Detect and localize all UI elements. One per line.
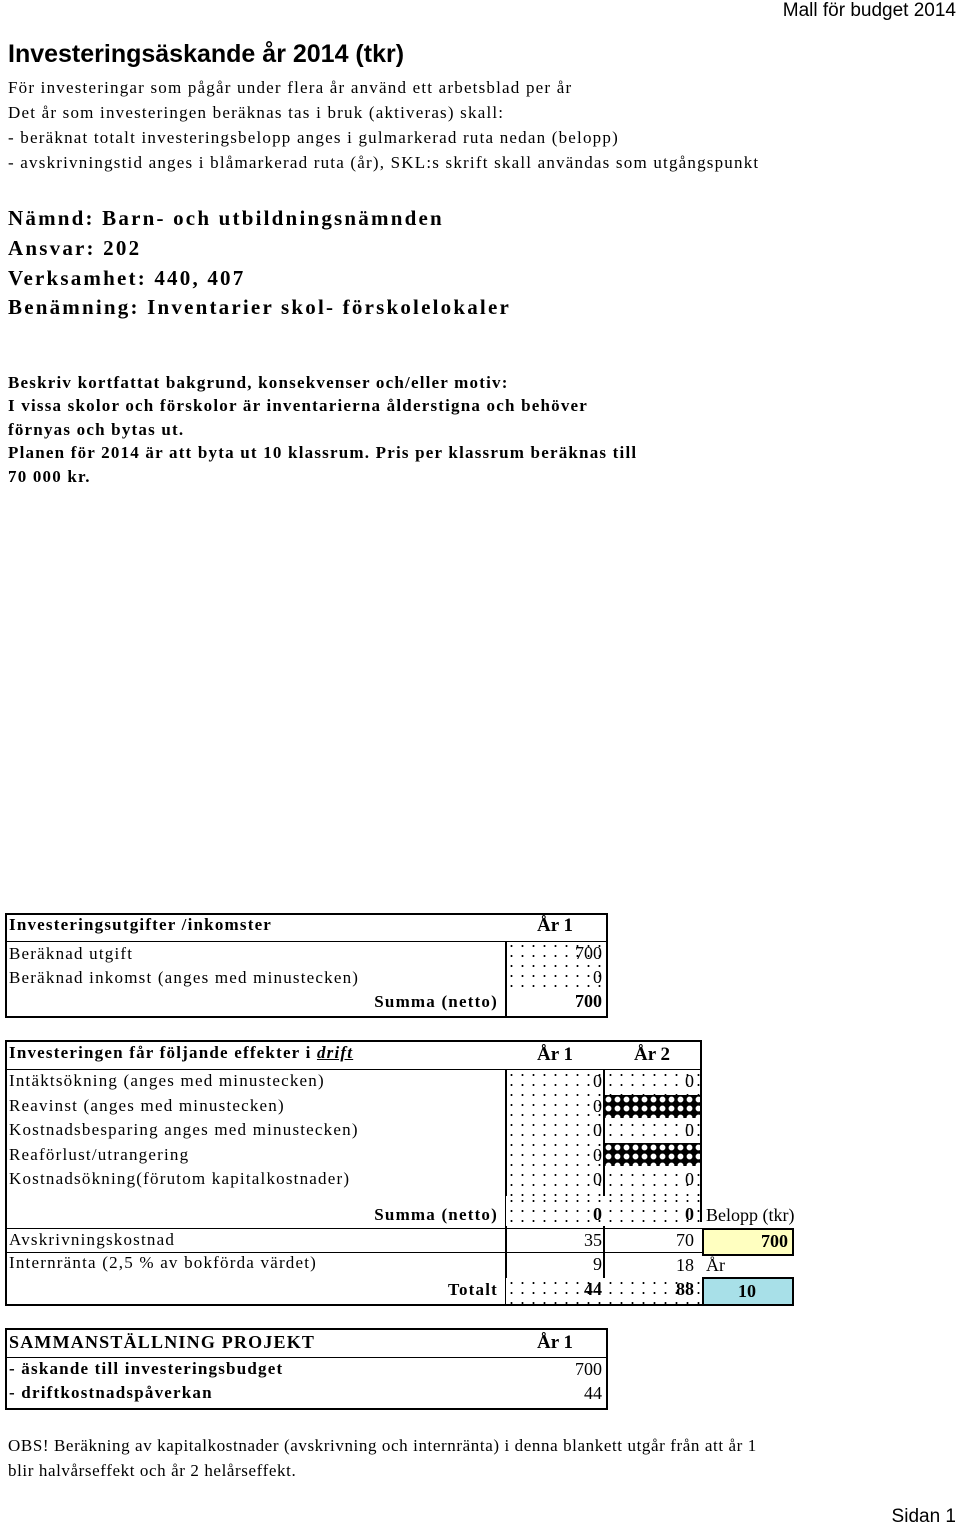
- ar-label: År: [706, 1255, 725, 1275]
- row-label: Beräknad utgift: [9, 944, 134, 963]
- y1-value[interactable]: 0: [593, 1120, 602, 1140]
- y2-value[interactable]: 0: [685, 1120, 694, 1140]
- col-year1: År 1: [537, 1044, 574, 1065]
- description-heading: Beskriv kortfattat bakgrund, konsekvenser och/eller motiv:: [8, 373, 509, 392]
- namnd: Nämnd: Barn- och utbildningsnämnden: [8, 206, 444, 230]
- page-title: Investeringsäskande år 2014 (tkr): [8, 40, 405, 68]
- belopp-input[interactable]: [702, 1228, 794, 1256]
- footer-note: blir halvårseffekt och år 2 helårseffekt.: [8, 1461, 297, 1480]
- blocked-cell: [604, 1095, 700, 1118]
- instruction-line: Det år som investeringen beräknas tas i bruk (aktiveras) skall:: [8, 103, 505, 122]
- blocked-cell: [604, 1143, 700, 1166]
- summary-value: 700: [575, 1359, 602, 1379]
- col-year1: År 1: [537, 1332, 574, 1353]
- y1-value[interactable]: 0: [593, 1169, 602, 1189]
- description-line: I vissa skolor och förskolor är inventarierna ålderstigna och behöver: [8, 396, 589, 415]
- col-year2: År 2: [634, 1044, 671, 1065]
- y2-value[interactable]: 0: [685, 1071, 694, 1091]
- ar-value: 10: [738, 1281, 756, 1301]
- ar-input[interactable]: [702, 1277, 794, 1306]
- benamning: Benämning: Inventarier skol- förskolelokaler: [8, 295, 511, 319]
- sum-y2: 0: [685, 1204, 694, 1224]
- sum-value: 700: [575, 991, 602, 1011]
- totalt-y2: 88: [676, 1279, 694, 1299]
- sum-y1: 0: [593, 1204, 602, 1224]
- row-label: Reaförlust/utrangering: [9, 1145, 190, 1164]
- row-label: - äskande till investeringsbudget: [9, 1359, 284, 1378]
- description-line: Planen för 2014 är att byta ut 10 klassrum. Pris per klassrum beräknas till: [8, 443, 638, 462]
- totalt-y1: 44: [584, 1279, 602, 1299]
- ansvar: Ansvar: 202: [8, 236, 142, 260]
- sum-label: Summa (netto): [374, 992, 498, 1011]
- effects-heading-prefix: Investeringen får följande effekter i: [9, 1043, 312, 1062]
- footer-note: OBS! Beräkning av kapitalkostnader (avskrivning och internränta) i denna blankett utgår från att år 1: [8, 1436, 757, 1455]
- row-label: Intäktsökning (anges med minustecken): [9, 1071, 325, 1090]
- investment-heading: Investeringsutgifter /inkomster: [9, 915, 273, 934]
- avskrivning-y2: 70: [676, 1230, 694, 1250]
- effects-heading-emph: drift: [316, 1043, 354, 1062]
- summary-value: 44: [584, 1383, 602, 1403]
- instruction-line: - beräknat totalt investeringsbelopp anges i gulmarkerad ruta nedan (belopp): [8, 128, 619, 147]
- internranta-y2: 18: [676, 1255, 694, 1275]
- y2-value[interactable]: 0: [685, 1169, 694, 1189]
- y1-value[interactable]: 0: [593, 1096, 602, 1116]
- description-line: förnyas och bytas ut.: [8, 420, 185, 439]
- row-label: Avskrivningskostnad: [9, 1230, 176, 1249]
- y1-value[interactable]: 0: [593, 1071, 602, 1091]
- summary-heading: SAMMANSTÄLLNING PROJEKT: [9, 1332, 316, 1352]
- totalt-label: Totalt: [447, 1280, 498, 1299]
- internranta-y1: 9: [593, 1254, 602, 1274]
- inkomst-value[interactable]: 0: [593, 967, 602, 987]
- y1-value[interactable]: 0: [593, 1145, 602, 1165]
- belopp-label: Belopp (tkr): [706, 1205, 795, 1225]
- col-year1: År 1: [537, 915, 574, 936]
- belopp-value: 700: [761, 1231, 788, 1251]
- template-label: Mall för budget 2014: [782, 0, 956, 21]
- page-number: Sidan 1: [891, 1506, 956, 1527]
- row-label: - driftkostnadspåverkan: [9, 1383, 213, 1402]
- row-label: Internränta (2,5 % av bokförda värdet): [9, 1253, 318, 1272]
- row-label: Kostnadsökning(förutom kapitalkostnader): [9, 1169, 351, 1188]
- verksamhet: Verksamhet: 440, 407: [8, 266, 246, 290]
- description-line: 70 000 kr.: [8, 467, 91, 486]
- sum-label: Summa (netto): [374, 1205, 498, 1224]
- avskrivning-y1: 35: [584, 1230, 602, 1250]
- utgift-value[interactable]: 700: [575, 943, 602, 963]
- instruction-line: - avskrivningstid anges i blåmarkerad ruta (år), SKL:s skrift skall användas som utgångspunkt: [8, 153, 760, 172]
- instruction-line: För investeringar som pågår under flera år använd ett arbetsblad per år: [8, 78, 573, 97]
- row-label: Reavinst (anges med minustecken): [9, 1096, 285, 1115]
- row-label: Kostnadsbesparing anges med minustecken): [9, 1120, 359, 1139]
- row-label: Beräknad inkomst (anges med minustecken): [9, 968, 360, 987]
- effects-heading: [9, 1043, 353, 1063]
